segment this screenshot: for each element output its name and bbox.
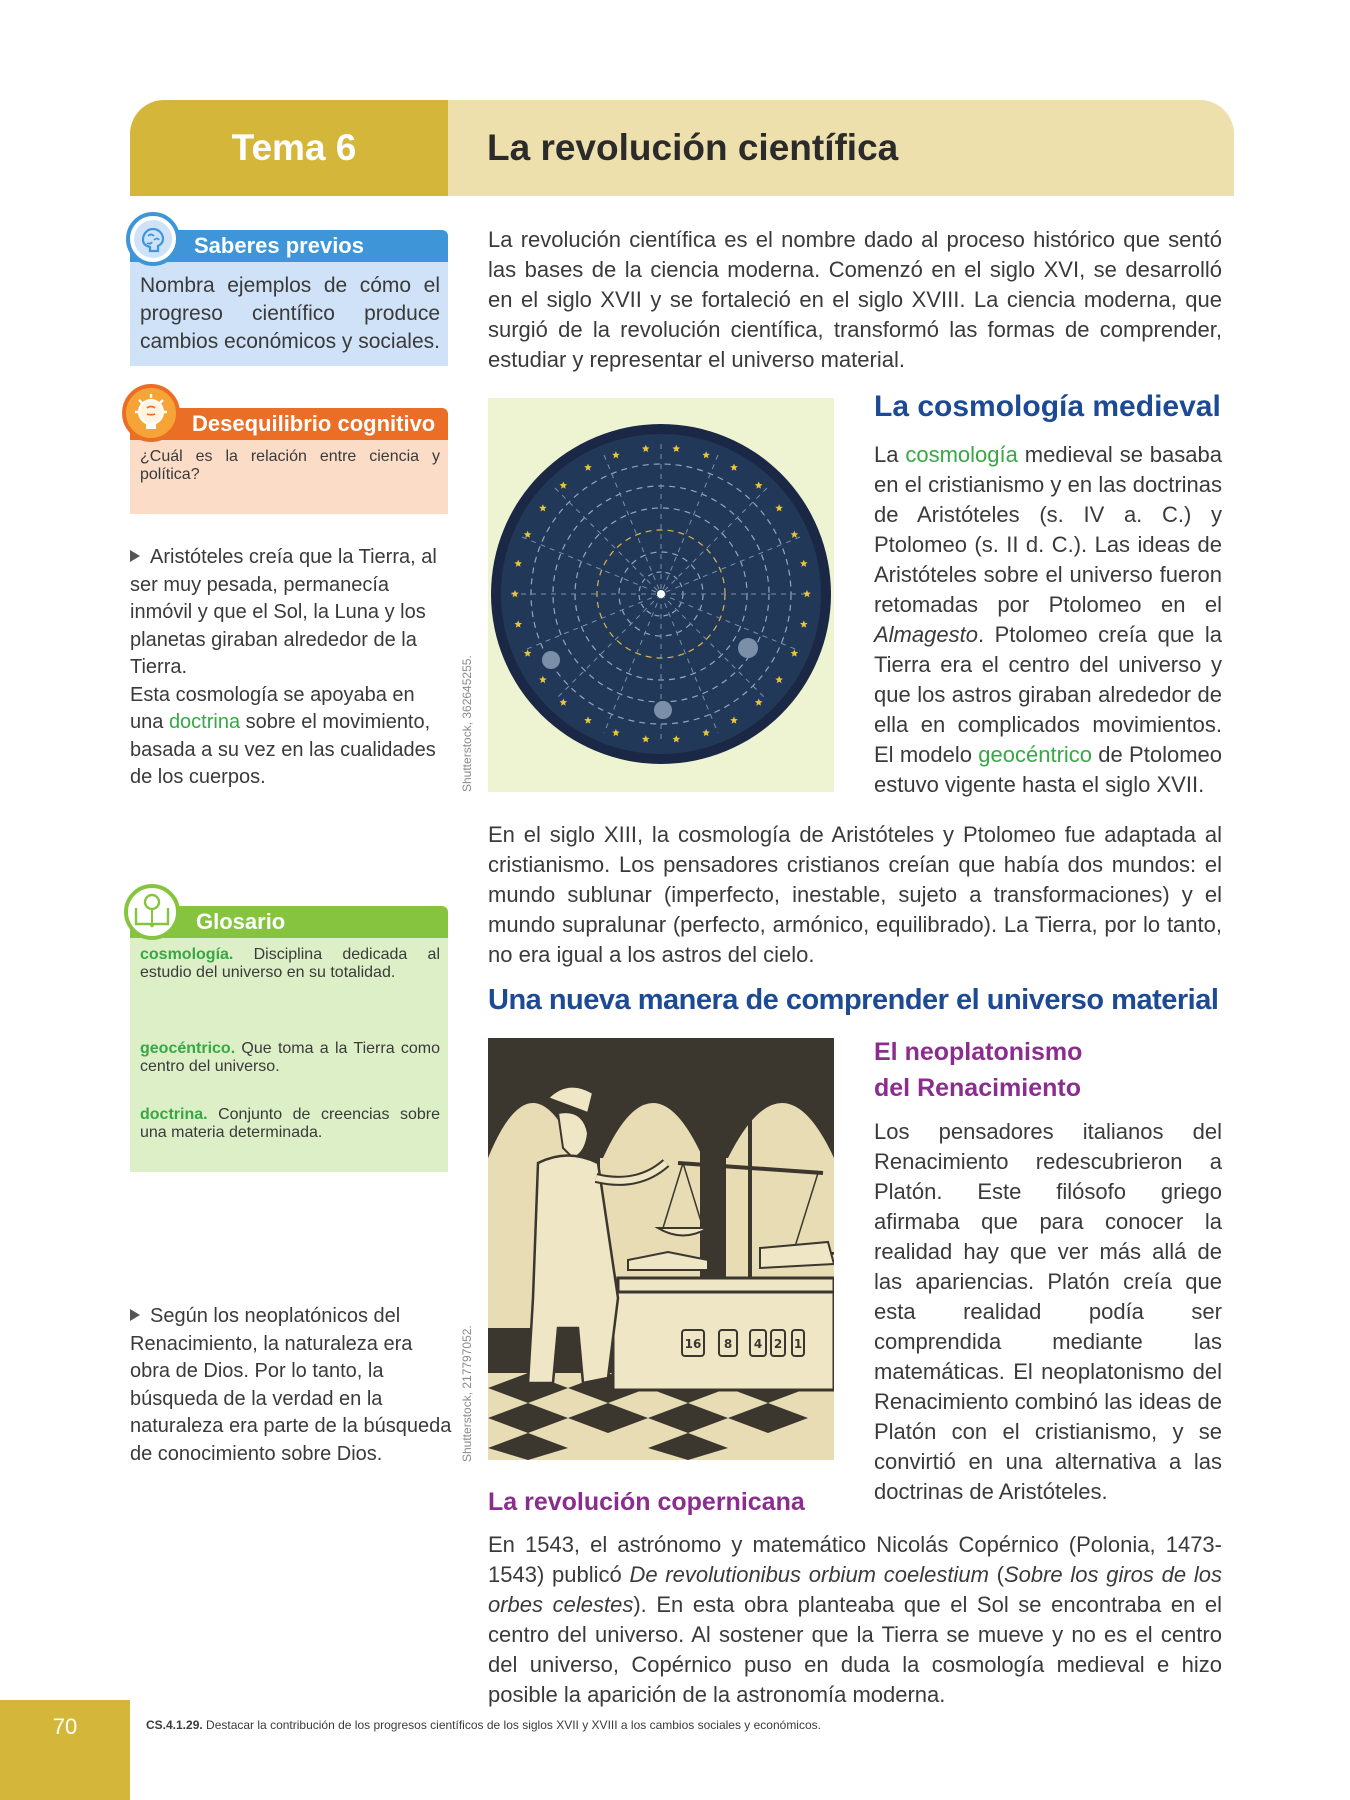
glosario-term: geocéntrico. [140, 1040, 236, 1057]
footer-skill-text [146, 1718, 821, 1732]
copernicana-text-c: ). En esta obra planteaba que el Sol se encontraba en el centro del universo. Al sostener que la Tierra se mueve y no es el centro del universo, Copérnico puso en duda la cosmología medieval e hizo posible la aparición de la astronomía moderna. [488, 1592, 1223, 1707]
cosmologia-paragraph [874, 440, 1222, 800]
desequilibrio-box [130, 440, 448, 514]
celestial-sphere-image [488, 398, 834, 792]
glosario-entry [140, 1106, 440, 1142]
aristoteles-note-text: Aristóteles creía que la Tierra, al ser muy pesada, permanecía inmóvil y que el Sol, la Luna y los planetas giraban alrededor de la Tierra. [130, 546, 437, 678]
almagesto-title: Almagesto [874, 622, 978, 647]
footer-skill-description: Destacar la contribución de los progresos científicos de los siglos XVII y XVIII a los cambios sociales y económicos. [202, 1718, 821, 1732]
triangle-bullet-icon [130, 1309, 140, 1321]
doctrina-term: doctrina [168, 711, 241, 733]
glosario-title: Glosario [196, 909, 286, 934]
sobre-los-giros-title: Sobre los giros de los orbes celestes [488, 1562, 1222, 1617]
triangle-bullet-icon [130, 550, 140, 562]
neoplatonismo-paragraph: Los pensadores italianos del Renacimiento redescubrieron a Platón. Este filósofo griego afirmaba que para conocer la realidad hay que ver más allá de las apariencias. Platón creía que esta realidad podía ser comprendida mediante las matemáticas. El neoplatonismo del Renacimiento combinó las ideas de Platón con el cristianismo, y se convirtió en una alternativa a las doctrinas de Aristóteles. [874, 1119, 1222, 1504]
intro-paragraph: La revolución científica es el nombre dado al proceso histórico que sentó las bases de la ciencia moderna. Comenzó en el siglo XVI, se desarrolló en el siglo XVII y se fortaleció en el siglo XVIII. La ciencia moderna, que surgió de la revolución científica, transformó las formas de comprender, estudiar y representar el universo material. [488, 227, 1222, 372]
desequilibrio-title: Desequilibrio cognitivo [192, 411, 436, 436]
weight-label: 4 [753, 1337, 763, 1351]
book-magnifier-icon [124, 884, 180, 940]
de-revolutionibus-title: De revolutionibus orbium coelestium [629, 1562, 989, 1587]
lightbulb-head-icon [122, 384, 180, 442]
glosario-entry [140, 1040, 440, 1076]
glosario-definition: Que toma a la Tierra como centro del universo. [140, 1040, 440, 1075]
copernicana-text-b: ( [988, 1562, 1004, 1587]
cosmologia-term: cosmología [905, 442, 1018, 467]
saberes-previos-box [130, 262, 448, 366]
cosmologia-heading: La cosmología medieval [874, 390, 1221, 423]
cosmologia-text-c: . Ptolomeo creía que la Tierra era el centro del universo y que los astros giraban alrededor de ella en complicados movimientos. El modelo [874, 622, 1222, 767]
scholar-scales-illustration [488, 1038, 834, 1460]
page-number: 70 [52, 1714, 78, 1739]
doctrina-note-text-b: sobre el movimiento, basada a su vez en las cualidades de los cuerpos. [130, 711, 436, 788]
cosmologia-text-b: medieval se basaba en el cristianismo y en las doctrinas de Aristóteles (s. IV a. C.) y Ptolomeo (s. II d. C.). Las ideas de Aristóteles sobre el universo fueron retomadas por Ptolomeo en el [874, 442, 1222, 617]
weight-label: 16 [684, 1337, 702, 1351]
image-credit-1: Shutterstock, 362645255. [460, 655, 474, 792]
celestial-sphere-illustration [488, 398, 834, 792]
weight-label: 8 [723, 1337, 733, 1351]
page-title: La revolución científica [487, 127, 899, 168]
siglo-xiii-paragraph: En el siglo XIII, la cosmología de Aristóteles y Ptolomeo fue adaptada al cristianismo. Los pensadores cristianos creían que había dos mundos: el mundo sublunar (imperfecto, inestable, sujeto a transformaciones) y el mundo supralunar (perfecto, armónico, equilibrado). La Tierra, por lo tanto, no era igual a los astros del cielo. [488, 822, 1222, 967]
copernicana-paragraph [488, 1530, 1222, 1710]
copernicana-heading: La revolución copernicana [488, 1488, 805, 1516]
glosario-entry [140, 946, 440, 982]
image-credit-2: Shutterstock, 217797052. [460, 1325, 474, 1462]
desequilibrio-text: ¿Cuál es la relación entre ciencia y política? [140, 448, 440, 483]
neoplatonismo-heading [874, 1034, 1082, 1106]
saberes-previos-title: Saberes previos [194, 233, 364, 258]
tema-label: Tema 6 [231, 127, 357, 168]
weight-label: 1 [793, 1337, 803, 1351]
glosario-box [130, 938, 448, 1172]
doctrina-note-text-a: Esta cosmología se apoyaba en una [130, 683, 415, 733]
glosario-definition: Disciplina dedicada al estudio del universo en su totalidad. [140, 946, 440, 981]
glosario-definition: Conjunto de creencias sobre una materia determinada. [140, 1106, 440, 1141]
saberes-previos-text: Nombra ejemplos de cómo el progreso científico produce cambios económicos y sociales. [140, 274, 440, 353]
neoplatonismo-heading-line2: del Renacimiento [874, 1074, 1081, 1102]
weight-label: 2 [773, 1337, 783, 1351]
copernicana-text-a: En 1543, el astrónomo y matemático Nicolás Copérnico (Polonia, 1473-1543) publicó [488, 1532, 1222, 1587]
neoplatonicos-note-text: Según los neoplatónicos del Renacimiento, la naturaleza era obra de Dios. Por lo tanto, la búsqueda de la verdad en la naturaleza era parte de la búsqueda de conocimiento sobre Dios. [130, 1305, 452, 1465]
brain-icon [126, 212, 180, 266]
glosario-term: doctrina. [140, 1106, 208, 1123]
scholar-scales-image [488, 1038, 834, 1460]
aristoteles-note [130, 544, 452, 792]
geocentrico-term: geocéntrico [978, 742, 1093, 767]
cosmologia-text-d: de Ptolomeo estuvo vigente hasta el siglo XVII. [874, 742, 1222, 797]
neoplatonicos-note [130, 1303, 452, 1468]
nueva-manera-heading: Una nueva manera de comprender el universo material [488, 984, 1219, 1016]
cosmologia-text-a: La [874, 442, 906, 467]
neoplatonismo-heading-line1: El neoplatonismo [874, 1038, 1083, 1066]
footer-skill-code: CS.4.1.29. [146, 1718, 203, 1732]
glosario-term: cosmología. [140, 946, 234, 963]
